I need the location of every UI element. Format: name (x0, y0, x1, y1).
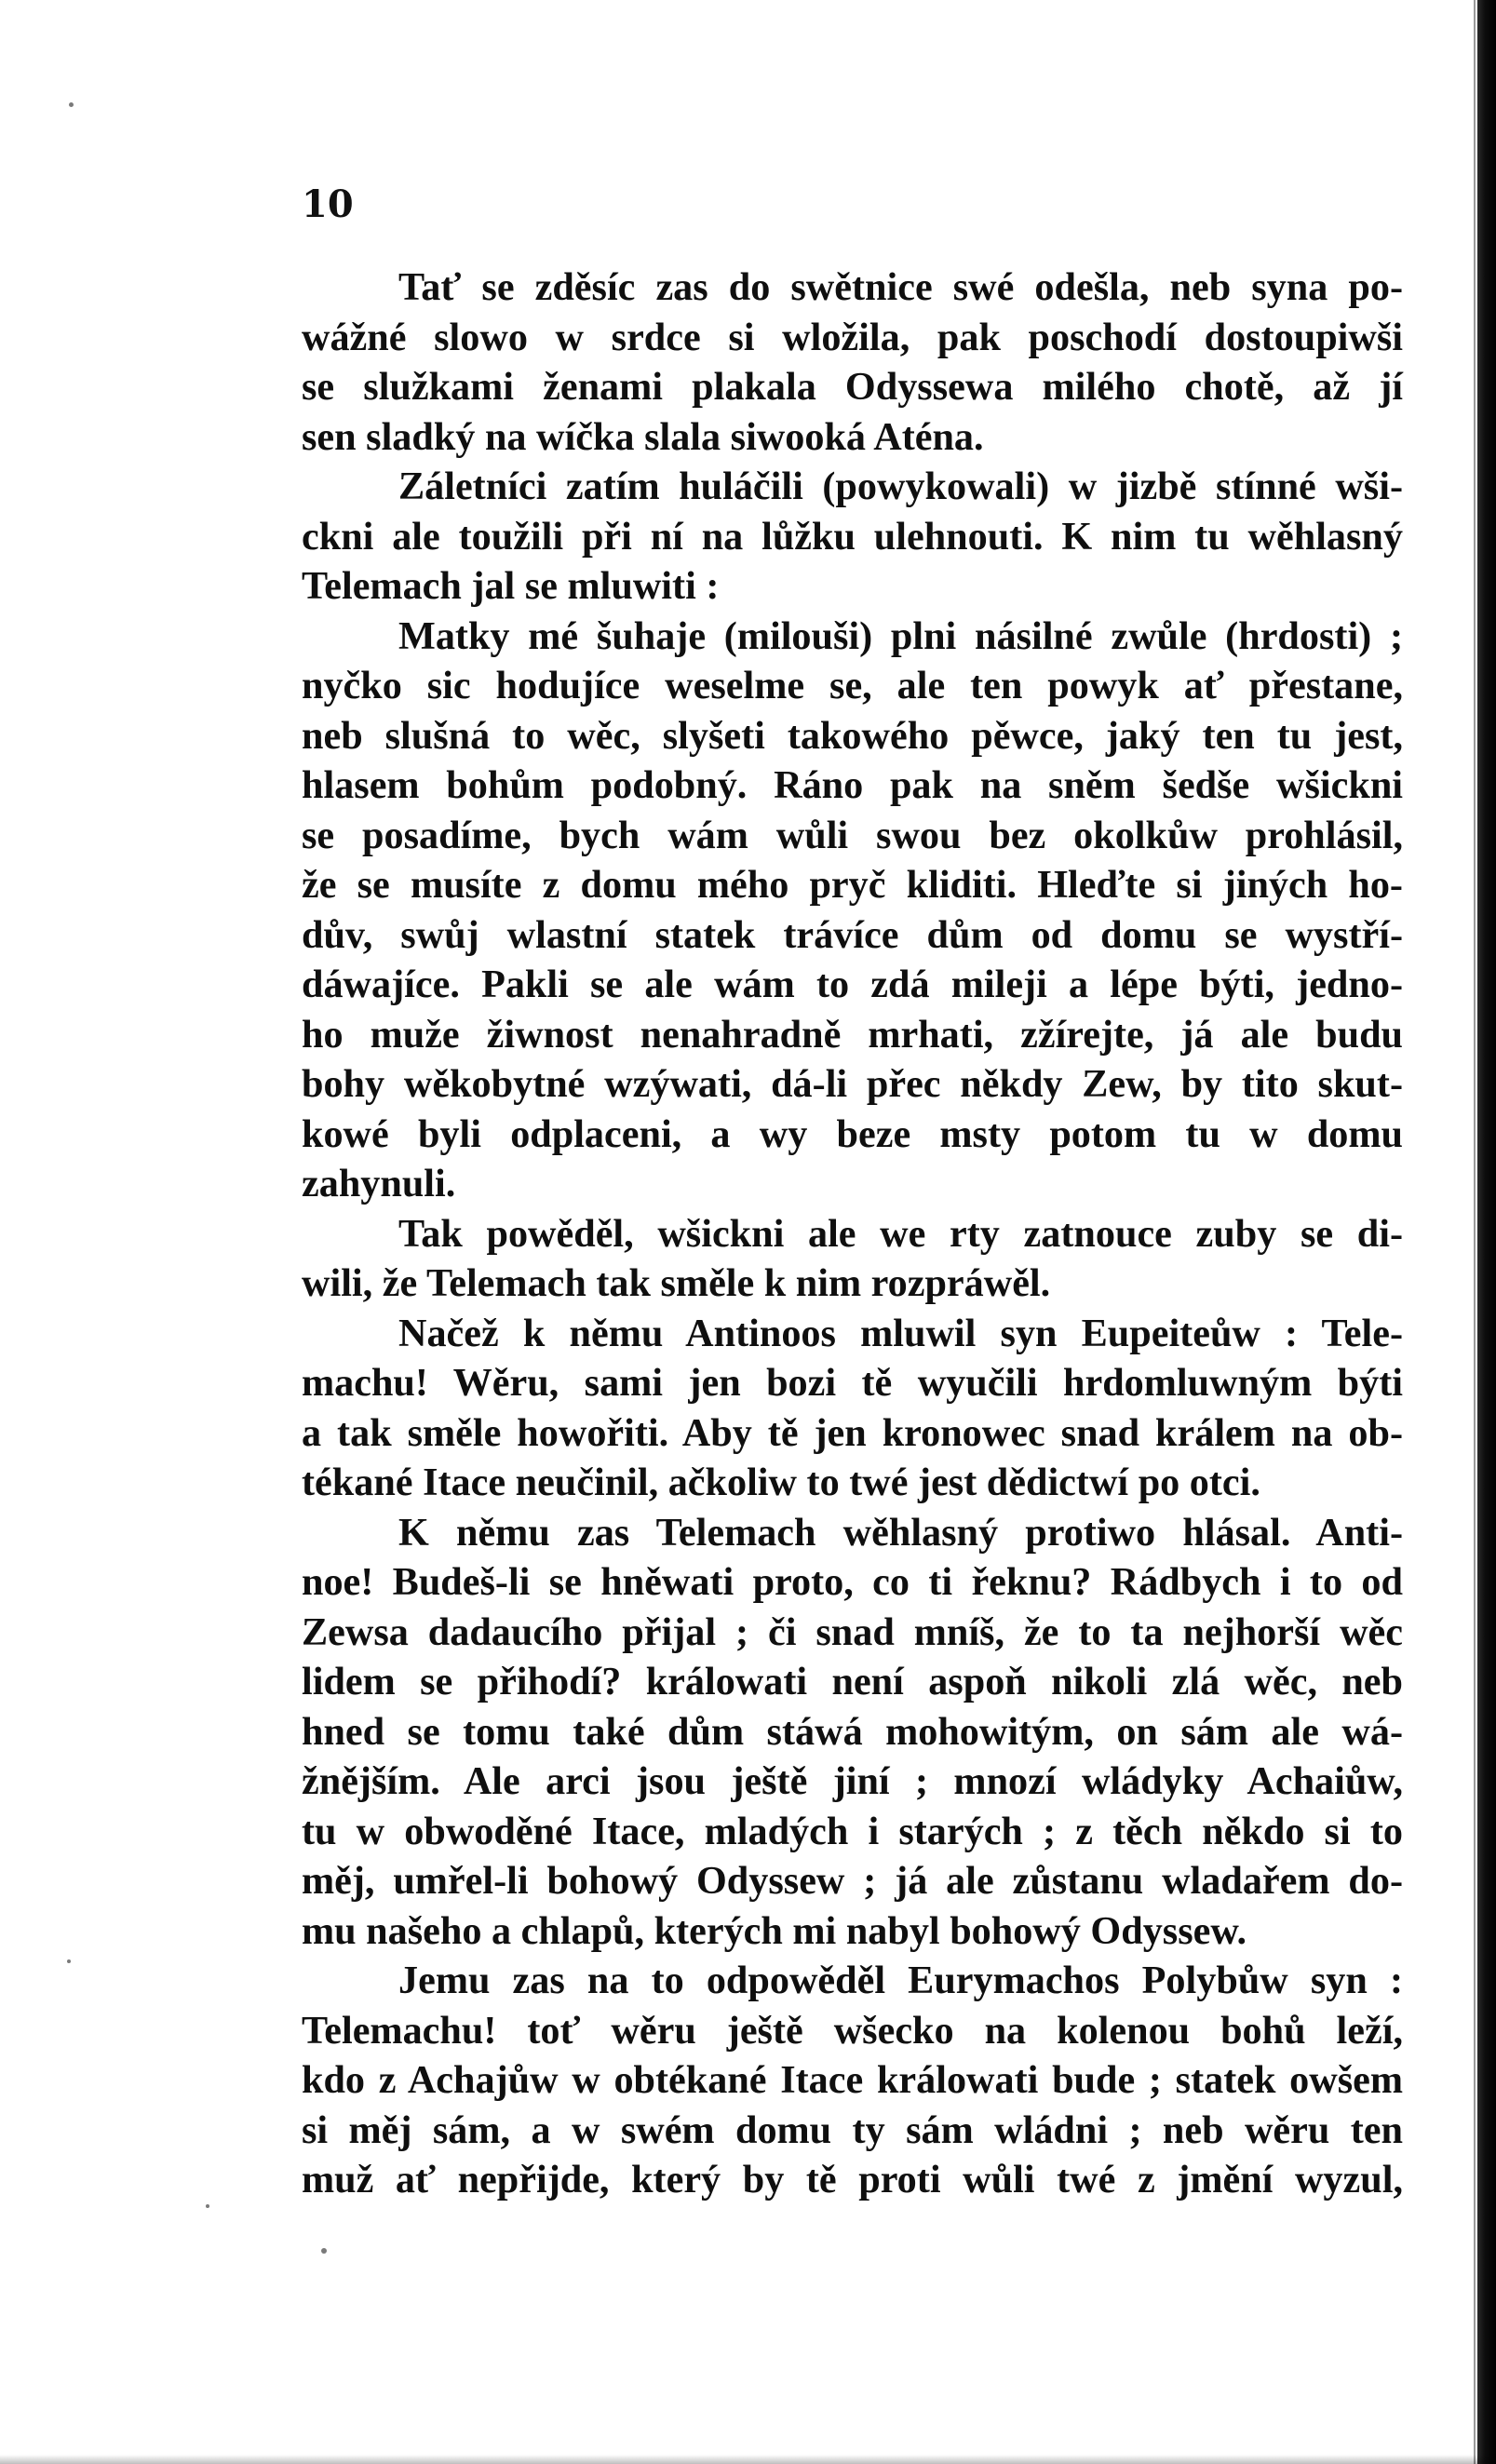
text-line: lidem se přihodí? králowati není aspoň nikoli zlá wěc, neb (302, 1660, 1403, 1703)
page-text (302, 263, 1403, 2205)
text-line: žnějším. Ale arci jsou ještě jiní ; mnozí wládyky Achaiůw, (302, 1759, 1403, 1803)
text-line: machu! Wěru, sami jen bozi tě wyučili hrdomluwným býti (302, 1361, 1403, 1405)
text-line: wili, že Telemach tak směle k nim rozpráwěl. (302, 1261, 1051, 1305)
paper-speck (69, 102, 74, 107)
text-line: nyčko sic hodujíce weselme se, ale ten powyk ať přestane, (302, 664, 1403, 707)
text-line: Načež k němu Antinoos mluwil syn Eupeiteůw : Tele- (398, 1311, 1403, 1355)
paragraph (302, 1956, 1403, 2205)
text-line: a tak směle howořiti. Aby tě jen kronowec snad králem na ob- (302, 1410, 1403, 1455)
paragraph (302, 1508, 1403, 1957)
text-line: mu našeho a chlapů, kterých mi nabyl bohowý Odyssew. (302, 1908, 1247, 1953)
text-line: se služkami ženami plakala Odyssewa milého chotě, až jí (302, 365, 1403, 409)
text-line: Jemu zas na to odpowěděl Eurymachos Polybůw syn : (398, 1959, 1403, 2002)
text-line: Tať se zděsíc zas do swětnice swé odešla, neb syna po- (398, 265, 1403, 309)
text-line: wážné slowo w srdce si wložila, pak poschodí dostoupiwši (302, 315, 1403, 359)
text-line: ho muže žiwnost nenahradně mrhati, zžírejte, já ale budu (302, 1012, 1403, 1057)
text-line: K němu zas Telemach wěhlasný protiwo hlásal. Anti- (398, 1510, 1403, 1555)
text-line: tékané Itace neučinil, ačkoliw to twé jest dědictwí po otci. (302, 1461, 1260, 1504)
text-line: sen sladký na wíčka slala siwooká Aténa. (302, 414, 984, 459)
text-line: Matky mé šuhaje (milouši) plni násilné zwůle (hrdosti) ; (398, 613, 1403, 658)
page-number: 10 (302, 182, 354, 226)
page-bottom-shadow (0, 2455, 1496, 2464)
text-line: zahynuli. (302, 1162, 456, 1205)
paragraph (302, 612, 1403, 1209)
paper-speck (321, 2248, 327, 2254)
page-binding-edge (1477, 0, 1496, 2464)
text-line: Tak powěděl, wšickni ale we rty zatnouce zuby se di- (398, 1211, 1403, 1256)
paragraph (302, 462, 1403, 612)
text-line: ckni ale toužili při ní na lůžku ulehnouti. K nim tu wěhlasný (302, 514, 1403, 559)
text-line: se posadíme, bych wám wůli swou bez okolkůw prohlásil, (302, 813, 1403, 857)
paragraph (302, 1209, 1403, 1309)
paragraph (302, 263, 1403, 462)
text-line: bohy wěkobytné wzýwati, dá-li přec někdy Zew, by tito skut- (302, 1062, 1403, 1106)
text-line: si měj sám, a w swém domu ty sám wládni ; neb wěru ten (302, 2107, 1403, 2152)
text-line: Zewsa dadaucího přijal ; či snad mníš, že to ta nejhorší wěc (302, 1609, 1403, 1654)
text-line: hlasem bohům podobný. Ráno pak na sněm šedše wšickni (302, 763, 1403, 807)
text-line: noe! Budeš-li se hněwati proto, co ti řeknu? Rádbych i to od (302, 1560, 1403, 1604)
paper-speck (67, 1959, 71, 1963)
text-line: hned se tomu také dům stáwá mohowitým, on sám ale wá- (302, 1709, 1403, 1754)
text-line: měj, umřel-li bohowý Odyssew ; já ale zůstanu wladařem do- (302, 1859, 1403, 1903)
text-line: neb slušná to wěc, slyšeti takowého pěwce, jaký ten tu jest, (302, 713, 1403, 758)
text-line: dáwajíce. Pakli se ale wám to zdá mileji a lépe býti, jedno- (302, 963, 1403, 1006)
text-line: dův, swůj wlastní statek trávíce dům od domu se wystří- (302, 912, 1403, 957)
text-line: Telemach jal se mluwiti : (302, 564, 720, 608)
text-line: kdo z Achajůw w obtékané Itace králowati bude ; statek owšem (302, 2058, 1403, 2102)
text-line: Záletníci zatím huláčili (powykowali) w jizbě stínné wši- (398, 465, 1403, 508)
page-edge-line (1474, 0, 1476, 2464)
text-line: Telemachu! toť wěru ještě wšecko na kolenou bohů leží, (302, 2008, 1403, 2053)
text-line: kowé byli odplaceni, a wy beze msty potom tu w domu (302, 1111, 1403, 1156)
text-line: tu w obwoděné Itace, mladých i starých ; z těch někdo si to (302, 1809, 1403, 1853)
paragraph (302, 1309, 1403, 1508)
text-line: muž ať nepřijde, který by tě proti wůli twé z jmění wyzul, (302, 2158, 1403, 2201)
paper-speck (206, 2204, 209, 2208)
text-line: že se musíte z domu mého pryč kliditi. Hleďte si jiných ho- (302, 863, 1403, 907)
